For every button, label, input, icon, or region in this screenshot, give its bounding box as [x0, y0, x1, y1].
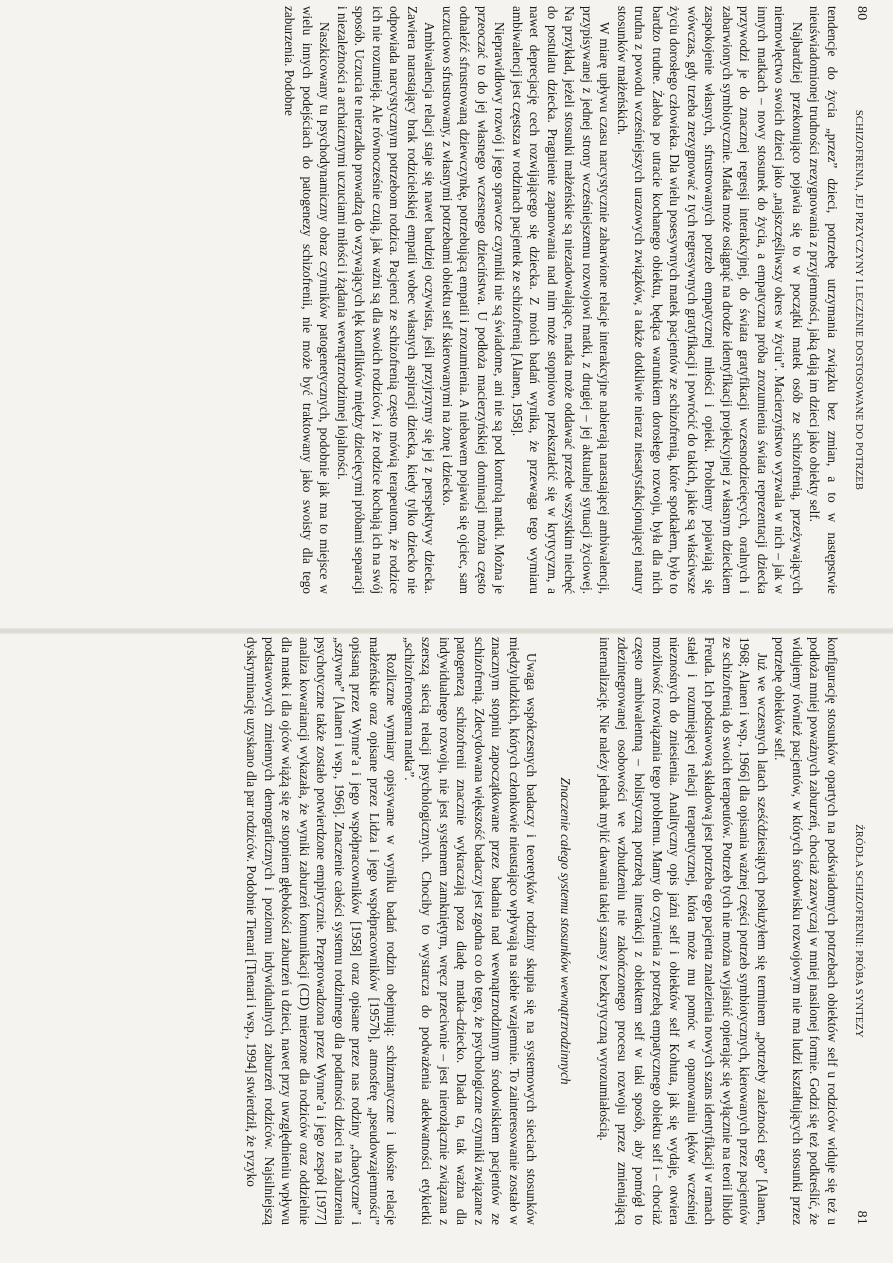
- paragraph: Już we wczesnych latach sześćdziesiątych posłużyłem się terminem „potrzeby zależności ego” [Alanen, 1968; Alanen i wsp., 1966] dla opisania ważnej części potrzeb symbiotycznych, kierowanych przez pacjentów ze schizofrenią do swoich terapeutów. Potrzeb tych nie można wyjaśnić opierając się wyłącznie na teorii libido Freuda. Ich podstawową składową jest potrzeba ego pacjenta znalezienia nowych szans identyfikacji w ramach stałej i rozumiejącej relacji terapeutycznej, która może mu pomóc w opanowaniu lęków wcześniej nieznośnych do zniesienia. Analityczny opis jaźni self i obiektów self Kohuta, jak się wydaje, otwiera możliwość rozwiązania tego problemu. Mamy do czynienia z potrzebą empatycznego obiektu self i – chociaż często ambiwalentną – holistyczną potrzebą interakcji z obiektem self w taki sposób, aby pomógł to zdezintegrowanej osobowości we wzbudzeniu nie zakończonego procesu rozwoju przez zmieniającą internalizację. Nie należy jednak mylić dawania takiej szansy z bezkrytyczną wyrozumiałością.: [597, 637, 770, 1225]
- paragraph: Naszkicowany tu psychodynamiczny obraz czynników patogenetycznych, podobnie jak ma to miejsce w wielu innych podejściach do patogenezy schizofrenii, nie może być traktowany jako swoisty dla tego zaburzenia. Podobne: [282, 6, 333, 594]
- right-page-number: 81: [854, 1210, 869, 1225]
- left-page-body: [281, 0, 853, 600]
- paragraph: Uwaga współczesnych badaczy i teoretyków rodziny skupia się na systemowych sieciach stosunków międzyludzkich, których członkowie nieustająco wpływają na siebie wzajemnie. To zainteresowanie zostało w znacznym stopniu zapoczątkowane przez badania nad wewnątrzrodzinnym środowiskiem pacjentów ze schizofrenią. Zdecydowana większość badaczy jest zgodna co do tego, że psychologiczne czynniki związane z patogenezą schizofrenii znacznie wykraczają poza diadę matka–dziecko. Diada ta, tak ważna dla indywidualnego rozwoju, nie jest systemem zamkniętym, wręcz przeciwnie – jest nierozłącznie związana z szerszą siecią relacji psychologicznych. Chociby to wystarcza do podważenia adekwatności etykietki „schizofrenogenna matka”.: [402, 637, 540, 1225]
- section-heading: Znaczenie całego systemu stosunków wewnątrzrodzinnych: [558, 777, 573, 1085]
- left-running-title: SCHIZOFRENIA, JEJ PRZYCZYNY I LECZENIE DOSTOSOWANE DO POTRZEB: [853, 109, 864, 491]
- right-running-head: [853, 631, 879, 1231]
- left-running-head: [853, 0, 879, 600]
- paragraph: tendencje do życia „przez” dzieci, potrzebę utrzymania związku bez zmian, a to w następstwie nieuświadomionej trudności zrezygnowania z przyjemności, jaką dają im dzieci jako obiekty self.: [807, 6, 840, 594]
- paragraph: Nieprawidłowy rozwój i jego sprawcze czynniki nie są świadome, ani nie są pod kontrolą matki. Można je przeoczać to do jej własnego wczesnego dzieciństwa. U podłoża macierzyńskiej dominacji można często odnaleźć sfrustrowaną dziewczynkę, potrzebującą empatii i zrozumienia. A niebawem pojawia się ojciec, sam uczuciowo sfrustrowany, z własnymi potrzebami obiektu self skierowanymi na żonę i dziecko.: [440, 6, 508, 594]
- paragraph: Najbardziej przekonująco pojawia się to w początki matek osób ze schizofrenią, przeżywających niemowlęctwo swoich dzieci jako „najszczęśliwszy okres w życiu”. Macierzyństwo wyzwala w nich – jak w innych matkach – nowy stosunek do życia, a empatyczna próba zrozumienia świata reprezentacji dziecka przywodzi je do znacznej regresji interakcyjnej, do świata gratyfikacji wczesnodziecięcych, oralnych i zabarwionych symbiotycznie. Matka może osiągnąć na drodze identyfikacji projekcyjnej z własnym dzieckiem zaspokojenie własnych, sfrustrowanych potrzeb empatycznej miłości i opieki. Problemy pojawiają się wówczas, gdy trzeba zrezygnować z tych regresywnych gratyfikacji i powrócić do takich, jakie są właściwsze życiu dorosłego człowieka. Dla wielu posesywnych matek pacjentów ze schizofrenią, które spotkałem, było to bardzo trudne. Żałoba po utracie kochanego obiektu, będąca warunkiem dorosłego rozwoju, była dla nich trudna z powodu wcześniejszych urazowych związków, a także dotkliwie nieraz niesatysfakcjonującej natury stosunków małżeńskich.: [615, 6, 805, 594]
- right-running-title: ŹRÓDŁA SCHIZOFRENII: PRÓBA SYNTEZY: [853, 824, 864, 1038]
- left-page-number: 80: [854, 6, 869, 21]
- paragraph: konfigurację stosunków opartych na podświadomych potrzebach obiektów self u rodziców widuje się też u podłoża mniej poważnych zaburzeń, chociaż zazwyczaj w mniej nasilonej formie. Godzi się też podkreślić, że widujemy również pacjentów, w których środowisku rozwojowym nie ma ludzi kształtujących stosunki przez potrzebę obiektów self.: [772, 637, 840, 1225]
- paragraph: Ambiwalencja relacji staje się nawet bardziej oczywista, jeśli przyjrzymy się jej z perspektywy dziecka. Zawiera narastający brak rodzicielskiej empatii wobec własnych aspiracji dziecka, kiedy tylko dziecko nie odpowiada narcystycznym potrzebom rodzica. Pacjenci ze schizofrenią często mówią terapeutom, że rodzice ich nie rozumieją. Ale równocześnie czują, jak ważni są dla swoich rodziców, i że rodzice kochają ich na swój sposób. Uczucia te nierzadko prowadzą do wzywających lęk konfliktów między dziecięcymi próbami separacji i niezależności a archaicznymi uczuciami miłości i żądania wewnątrzrodzinnej lojalności.: [335, 6, 438, 594]
- paragraph: Rozliczne wymiary opisywane w wyniku badań rodzin obejmują: schizmatyczne i ukośne relacje małżeńskie oraz opisane przez Lidza i jego współpracowników [1957b], atmosferę „pseudowzajemności” opisaną przez Wynne’a i jego współpracowników [1958] oraz opisane przez nas rodziny „chaotyczne” i „sztywne” [Alanen i wsp., 1966]. Znaczenie całości systemu rodzinnego dla podatności dzieci na zaburzenia psychotyczne także zostało potwierdzone empirycznie. Przeprowadzona przez Wynne’a i jego zespół [1977] analiza kowariancji wykazała, że wyniki zaburzeń komunikacji (CD) mierzone dla rodziców oraz oddzielnie dla matek i dla ojców wiążą się ze stopniem głębokości zaburzeń u dzieci, nawet przy uwzględnieniu wpływu podstawowych zmiennych demograficznych i poziomu indywidualnych zaburzeń rodziców. Najsilniejszą dyskryminację uzyskano dla par rodziców. Podobnie Tienari [Tienari i wsp., 1994] stwierdził, że ryzyko: [244, 637, 400, 1225]
- right-page: [0, 631, 893, 1231]
- right-page-body: [243, 631, 853, 1231]
- left-page: [0, 0, 893, 600]
- paragraph: W miarę upływu czasu narcystycznie zabarwione relacje interakcyjne nabierają narastającej ambiwalencji, przypisywanej z jednej strony wcześniejszemu rozwojowi matki, z drugiej – jej aktualnej sytuacji życiowej. Na przykład, jeżeli stosunki małżeńskie są niezadowalające, matka może oddawać przede wszystkim niechęć do postulatu dziecka. Pragnienie zapanowania nad nim może stopniowo przekształcić się w krytycyzm, a nawet deprecjację cech rozwijającego się dziecka. Z moich badań wynika, że przewaga tego wymiaru ambiwalencji jest częstsza w rodzinach pacjentek ze schizofrenią [Alanen, 1958].: [510, 6, 613, 594]
